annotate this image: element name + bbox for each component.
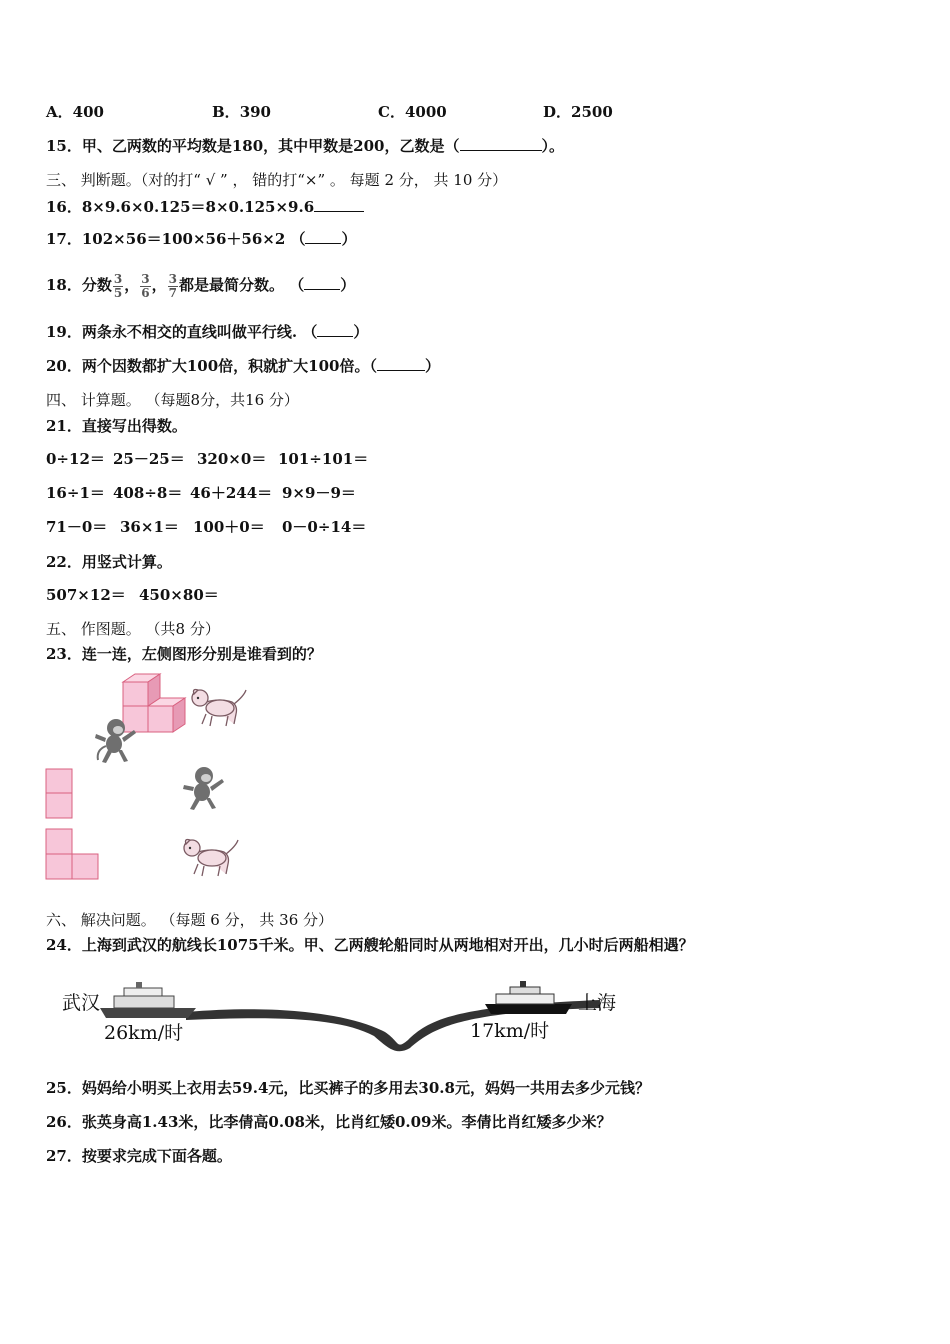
expression: 16÷1＝ [46, 484, 105, 502]
city-label-shanghai: 上海 [578, 992, 617, 1014]
expression: 71－0＝ [46, 518, 108, 536]
speed-label-left: 26km/时 [104, 1022, 184, 1044]
expression: 101÷101＝ [278, 450, 369, 468]
question-16: 16．8×9.6×0.125＝8×0.125×9.6 [46, 197, 364, 217]
question-25: 25．妈妈给小明买上衣用去59.4元，比买裤子的多用去30.8元，妈妈一共用去多少元钱？ [46, 1079, 650, 1097]
section-4-title: 四、 计算题。 （每题8分，共16 分） [46, 391, 299, 409]
fraction: $\frac{3}{6}$ [141, 271, 150, 300]
question-17: 17．102×56＝100×56＋56×2 （ ） [46, 230, 357, 248]
question-27: 27．按要求完成下面各题。 [46, 1147, 232, 1165]
expression: 408÷8＝ [113, 484, 183, 502]
answer-blank[interactable] [314, 197, 364, 212]
dog-icon [188, 686, 248, 730]
answer-blank[interactable] [304, 275, 340, 290]
monkey-icon [92, 716, 138, 764]
expression: 0÷12＝ [46, 450, 105, 468]
fraction: $\frac{3}{7}$ [168, 271, 177, 300]
answer-blank[interactable] [460, 136, 542, 151]
question-22: 22．用竖式计算。 [46, 553, 172, 571]
answer-blank[interactable] [305, 229, 341, 244]
option-c: C．4000 [378, 103, 447, 121]
expression: 450×80＝ [139, 586, 219, 604]
question-19: 19．两条永不相交的直线叫做平行线. （ ） [46, 323, 369, 341]
expression: 507×12＝ [46, 586, 126, 604]
section-3-title: 三、 判断题。（对的打“ √ ” ， 错的打“×” 。 每题 2 分， 共 10 分） [46, 171, 508, 189]
question-23: 23．连一连，左侧图形分别是谁看到的？ [46, 645, 322, 663]
ship-left-icon [100, 982, 196, 1018]
ship-right-icon [485, 981, 572, 1014]
expression: 46＋244＝ [190, 484, 273, 502]
fraction: $\frac{3}{5}$ [113, 271, 123, 300]
expression: 320×0＝ [197, 450, 267, 468]
expression: 25－25＝ [113, 450, 185, 468]
question-21: 21．直接写出得数。 [46, 417, 187, 435]
expression: 9×9－9＝ [282, 484, 356, 502]
answer-blank[interactable] [377, 356, 425, 371]
option-d: D．2500 [543, 103, 613, 121]
question-20: 20．两个因数都扩大100倍，积就扩大100倍。（ ） [46, 357, 441, 375]
answer-blank[interactable] [317, 322, 353, 337]
option-b: B．390 [212, 103, 271, 121]
option-a: A．400 [46, 103, 104, 121]
expression: 0－0÷14＝ [282, 518, 367, 536]
dog-icon [180, 834, 242, 880]
question-26: 26．张英身高1.43米，比李倩高0.08米，比肖红矮0.09米。李倩比肖红矮多少米？ [46, 1113, 612, 1131]
view-figure-l-shape [44, 827, 102, 881]
expression: 36×1＝ [120, 518, 179, 536]
section-5-title: 五、 作图题。 （共8 分） [46, 620, 220, 638]
view-figure-vertical [44, 767, 76, 821]
city-label-wuhan: 武汉 [62, 992, 101, 1014]
section-6-title: 六、 解决问题。 （每题 6 分， 共 36 分） [46, 911, 334, 929]
question-18: 18．分数 $\frac{3}{5}$ ， $\frac{3}{6}$ ， $\frac{3}{7}$ 都是最简分数。 （ ） [46, 271, 356, 300]
question-24: 24．上海到武汉的航线长1075千米。甲、乙两艘轮船同时从两地相对开出，几小时后两船相遇？ [46, 936, 694, 954]
monkey-icon [180, 765, 226, 811]
speed-label-right: 17km/时 [470, 1020, 550, 1042]
question-15: 15．甲、乙两数的平均数是180，其中甲数是200，乙数是（ ）。 [46, 137, 565, 155]
expression: 100＋0＝ [193, 518, 265, 536]
